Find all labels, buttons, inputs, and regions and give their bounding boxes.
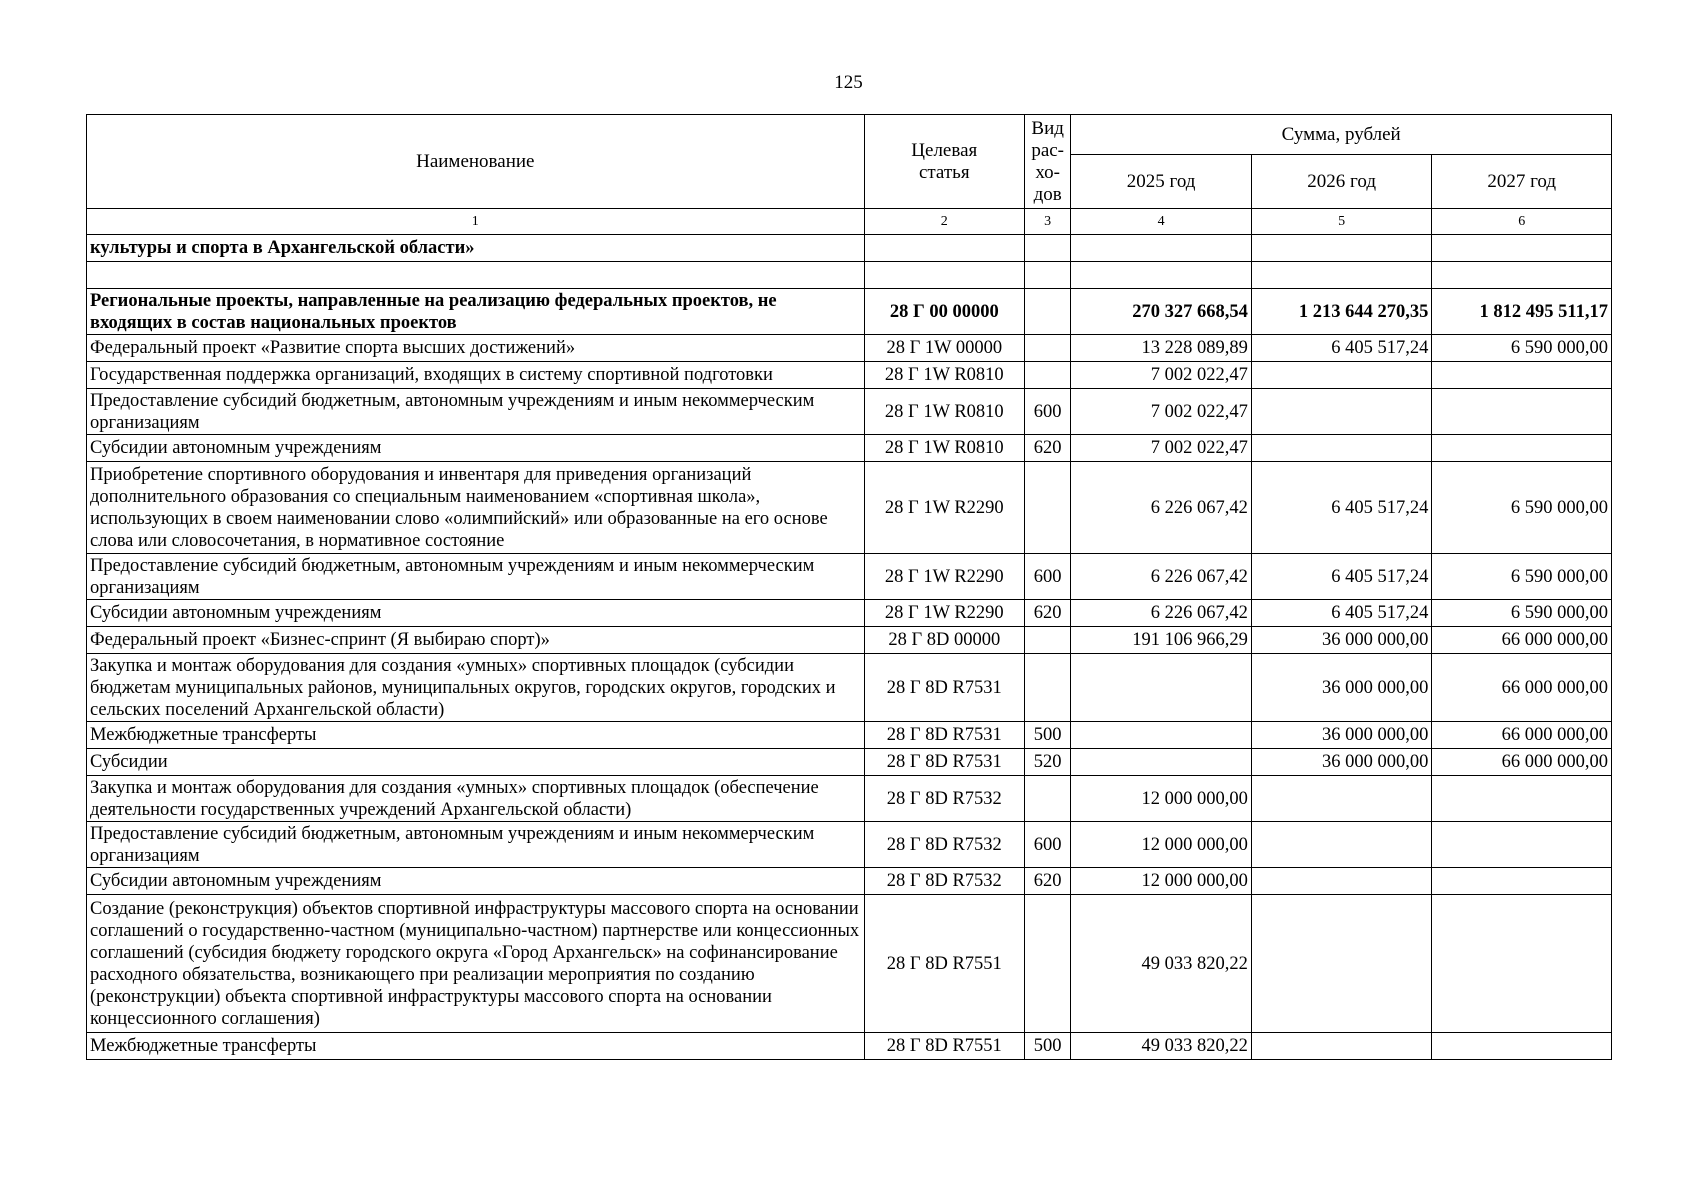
row-name-cell: Субсидии [87, 749, 865, 776]
row-2026-cell [1251, 235, 1432, 262]
row-2025-cell [1071, 654, 1252, 722]
table-row [87, 749, 1612, 776]
row-2027-cell [1432, 822, 1612, 868]
row-2025-cell: 7 002 022,47 [1071, 389, 1252, 435]
table-row [87, 289, 1612, 335]
table-row [87, 554, 1612, 600]
row-name-cell: Предоставление субсидий бюджетным, автономным учреждениям и иным некоммерческим организациям [87, 389, 865, 435]
column-number: 4 [1071, 209, 1252, 235]
row-2027-cell: 6 590 000,00 [1432, 335, 1612, 362]
row-2026-cell [1251, 362, 1432, 389]
row-2027-cell: 66 000 000,00 [1432, 654, 1612, 722]
header-name: Наименование [87, 115, 865, 209]
row-type-cell [1024, 895, 1070, 1033]
table-row [87, 600, 1612, 627]
row-name-cell: Приобретение спортивного оборудования и инвентаря для приведения организаций дополнительного образования со специальным наименованием «спортивная школа», использующих в своем наименовании слово «олимпийский» или образованные на его основе слова или словосочетания, в нормативное состояние [87, 462, 865, 554]
header-2026: 2026 год [1251, 155, 1432, 209]
row-name-cell: Федеральный проект «Развитие спорта высших достижений» [87, 335, 865, 362]
row-2027-cell: 66 000 000,00 [1432, 749, 1612, 776]
row-type-cell [1024, 462, 1070, 554]
row-2026-cell: 6 405 517,24 [1251, 554, 1432, 600]
row-name-cell: Предоставление субсидий бюджетным, автономным учреждениям и иным некоммерческим организациям [87, 554, 865, 600]
row-2026-cell: 6 405 517,24 [1251, 335, 1432, 362]
header-2027: 2027 год [1432, 155, 1612, 209]
row-code-cell [864, 235, 1024, 262]
row-name-cell: Субсидии автономным учреждениям [87, 435, 865, 462]
row-2026-cell [1251, 776, 1432, 822]
row-2027-cell: 1 812 495 511,17 [1432, 289, 1612, 335]
row-code-cell: 28 Г 8D R7531 [864, 722, 1024, 749]
row-name-cell: Закупка и монтаж оборудования для создания «умных» спортивных площадок (обеспечение деятельности государственных учреждений Архангельской области) [87, 776, 865, 822]
row-code-cell: 28 Г 8D R7532 [864, 868, 1024, 895]
row-type-cell [1024, 289, 1070, 335]
row-2026-cell: 36 000 000,00 [1251, 749, 1432, 776]
row-type-cell [1024, 776, 1070, 822]
row-code-cell: 28 Г 1W R2290 [864, 600, 1024, 627]
row-2027-cell [1432, 1033, 1612, 1060]
row-name-cell: Государственная поддержка организаций, входящих в систему спортивной подготовки [87, 362, 865, 389]
row-code-cell: 28 Г 1W R0810 [864, 362, 1024, 389]
row-2025-cell: 191 106 966,29 [1071, 627, 1252, 654]
table-row [87, 435, 1612, 462]
row-2025-cell: 12 000 000,00 [1071, 776, 1252, 822]
row-name-cell: Субсидии автономным учреждениям [87, 868, 865, 895]
row-2026-cell [1251, 895, 1432, 1033]
row-2025-cell: 12 000 000,00 [1071, 868, 1252, 895]
row-type-cell [1024, 235, 1070, 262]
row-2026-cell [1251, 435, 1432, 462]
row-2025-cell: 6 226 067,42 [1071, 600, 1252, 627]
row-2027-cell [1432, 895, 1612, 1033]
row-2025-cell [1071, 262, 1252, 289]
row-name-cell: Закупка и монтаж оборудования для создания «умных» спортивных площадок (субсидии бюджетам муниципальных районов, муниципальных округов, городских округов, городских и сельских поселений Архангельской области) [87, 654, 865, 722]
row-2027-cell: 66 000 000,00 [1432, 627, 1612, 654]
row-2025-cell: 12 000 000,00 [1071, 822, 1252, 868]
row-type-cell: 620 [1024, 868, 1070, 895]
header-type: Вид рас-хо-дов [1024, 115, 1070, 209]
row-code-cell: 28 Г 00 00000 [864, 289, 1024, 335]
row-2026-cell: 36 000 000,00 [1251, 722, 1432, 749]
row-2025-cell: 6 226 067,42 [1071, 462, 1252, 554]
row-code-cell: 28 Г 8D R7531 [864, 654, 1024, 722]
row-code-cell: 28 Г 8D R7532 [864, 822, 1024, 868]
row-2025-cell: 13 228 089,89 [1071, 335, 1252, 362]
row-2027-cell: 6 590 000,00 [1432, 554, 1612, 600]
table-row [87, 362, 1612, 389]
table-row [87, 335, 1612, 362]
row-type-cell [1024, 627, 1070, 654]
row-type-cell [1024, 654, 1070, 722]
row-type-cell [1024, 335, 1070, 362]
row-2027-cell [1432, 262, 1612, 289]
table-row [87, 627, 1612, 654]
header-2025: 2025 год [1071, 155, 1252, 209]
row-type-cell: 600 [1024, 822, 1070, 868]
row-name-cell [87, 262, 865, 289]
row-2026-cell: 1 213 644 270,35 [1251, 289, 1432, 335]
row-2027-cell: 66 000 000,00 [1432, 722, 1612, 749]
column-number: 5 [1251, 209, 1432, 235]
row-2025-cell: 7 002 022,47 [1071, 435, 1252, 462]
row-2027-cell [1432, 362, 1612, 389]
row-code-cell: 28 Г 1W R0810 [864, 389, 1024, 435]
row-code-cell: 28 Г 1W R2290 [864, 554, 1024, 600]
row-2027-cell [1432, 868, 1612, 895]
row-2026-cell [1251, 822, 1432, 868]
header-sum: Сумма, рублей [1071, 115, 1612, 155]
row-type-cell: 520 [1024, 749, 1070, 776]
column-number: 1 [87, 209, 865, 235]
row-name-cell: Субсидии автономным учреждениям [87, 600, 865, 627]
row-name-cell: Межбюджетные трансферты [87, 1033, 865, 1060]
row-2025-cell [1071, 235, 1252, 262]
row-2025-cell: 7 002 022,47 [1071, 362, 1252, 389]
table-row [87, 235, 1612, 262]
row-2027-cell [1432, 435, 1612, 462]
row-2026-cell [1251, 262, 1432, 289]
row-name-cell: Межбюджетные трансферты [87, 722, 865, 749]
row-code-cell: 28 Г 1W R0810 [864, 435, 1024, 462]
column-number: 6 [1432, 209, 1612, 235]
page-number: 125 [834, 72, 863, 93]
row-2026-cell [1251, 1033, 1432, 1060]
row-code-cell: 28 Г 8D R7551 [864, 1033, 1024, 1060]
row-2026-cell: 36 000 000,00 [1251, 654, 1432, 722]
table-row [87, 654, 1612, 722]
row-code-cell: 28 Г 8D R7551 [864, 895, 1024, 1033]
row-name-cell: Создание (реконструкция) объектов спортивной инфраструктуры массового спорта на основании соглашений о государственно-частном (муниципально-частном) партнерстве или концессионных соглашений (субсидия бюджету городского округа «Город Архангельск» на софинансирование расходного обязательства, возникающего при реализации мероприятия по созданию (реконструкции) объекта спортивной инфраструктуры массового спорта на основании концессионного соглашения) [87, 895, 865, 1033]
row-type-cell: 620 [1024, 435, 1070, 462]
row-name-cell: Предоставление субсидий бюджетным, автономным учреждениям и иным некоммерческим организациям [87, 822, 865, 868]
row-code-cell: 28 Г 8D 00000 [864, 627, 1024, 654]
table-row [87, 722, 1612, 749]
row-2027-cell [1432, 389, 1612, 435]
row-type-cell: 600 [1024, 389, 1070, 435]
table-row [87, 462, 1612, 554]
row-name-cell: культуры и спорта в Архангельской области» [87, 235, 865, 262]
table-row [87, 262, 1612, 289]
row-2027-cell [1432, 776, 1612, 822]
budget-table [86, 114, 1612, 1060]
row-type-cell [1024, 262, 1070, 289]
row-type-cell: 500 [1024, 722, 1070, 749]
row-2025-cell: 49 033 820,22 [1071, 1033, 1252, 1060]
row-code-cell [864, 262, 1024, 289]
row-type-cell: 620 [1024, 600, 1070, 627]
row-code-cell: 28 Г 8D R7531 [864, 749, 1024, 776]
row-2027-cell: 6 590 000,00 [1432, 600, 1612, 627]
row-code-cell: 28 Г 1W 00000 [864, 335, 1024, 362]
row-2026-cell: 36 000 000,00 [1251, 627, 1432, 654]
table-row [87, 776, 1612, 822]
table-row [87, 389, 1612, 435]
row-2027-cell: 6 590 000,00 [1432, 462, 1612, 554]
row-2025-cell: 49 033 820,22 [1071, 895, 1252, 1033]
column-number: 3 [1024, 209, 1070, 235]
row-type-cell: 600 [1024, 554, 1070, 600]
column-number: 2 [864, 209, 1024, 235]
row-type-cell [1024, 362, 1070, 389]
row-type-cell: 500 [1024, 1033, 1070, 1060]
row-2025-cell [1071, 749, 1252, 776]
row-2026-cell [1251, 389, 1432, 435]
table-row [87, 822, 1612, 868]
table-row [87, 895, 1612, 1033]
row-code-cell: 28 Г 8D R7532 [864, 776, 1024, 822]
row-name-cell: Региональные проекты, направленные на реализацию федеральных проектов, не входящих в состав национальных проектов [87, 289, 865, 335]
row-2026-cell [1251, 868, 1432, 895]
row-2027-cell [1432, 235, 1612, 262]
column-numbers-row [87, 209, 1612, 235]
row-code-cell: 28 Г 1W R2290 [864, 462, 1024, 554]
row-2026-cell: 6 405 517,24 [1251, 462, 1432, 554]
row-2025-cell [1071, 722, 1252, 749]
row-name-cell: Федеральный проект «Бизнес-спринт (Я выбираю спорт)» [87, 627, 865, 654]
row-2026-cell: 6 405 517,24 [1251, 600, 1432, 627]
table-row [87, 1033, 1612, 1060]
row-2025-cell: 270 327 668,54 [1071, 289, 1252, 335]
table-row [87, 868, 1612, 895]
header-code: Целевая статья [864, 115, 1024, 209]
row-2025-cell: 6 226 067,42 [1071, 554, 1252, 600]
